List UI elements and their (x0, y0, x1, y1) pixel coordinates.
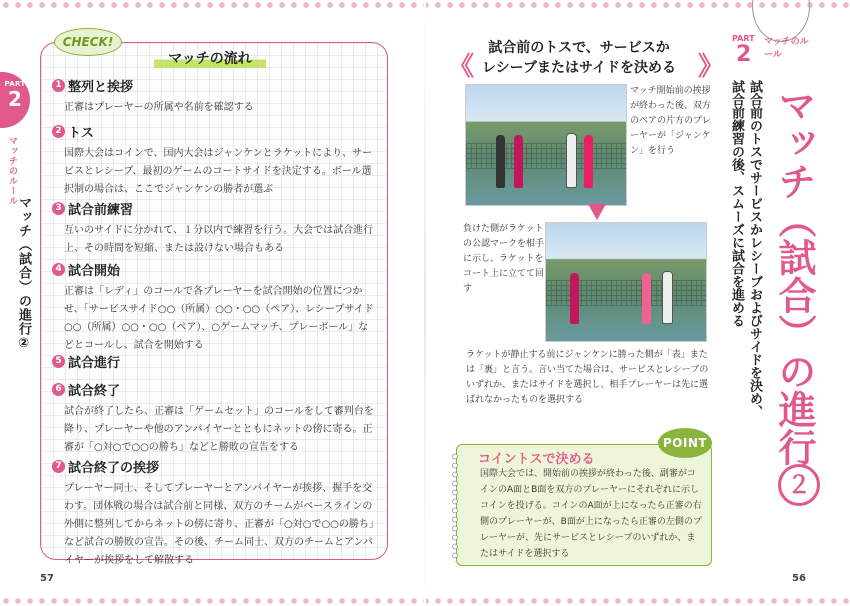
player-figure (566, 133, 577, 188)
part-word: PART (4, 80, 26, 88)
side-label: マッチのルール (7, 136, 17, 206)
photo-racket-spin (545, 222, 707, 342)
point-title: コイントスで決める (478, 452, 595, 467)
part-tab-left (0, 72, 30, 128)
part-word: PART (732, 34, 755, 43)
step-text: 正審は「レディ」のコールで各プレーヤーを試合開始の位置につかせ、「サービスサイド○○（所属）○○・○○（ペア）、レシーブサイド○○（所属）○○・○○（ペア）、○ゲームマッチ、プレーボール」などとコールし、試合を開始する (64, 286, 374, 351)
player-figure (642, 273, 651, 325)
step-text: プレーヤー同士、そしてプレーヤーとアンパイヤーが挨拶、握手を交わす。団体戦の場合は試合前と同様、双方のチームがベースラインの外側に整列してからネットの傍に寄り、正審が「○対○で○○の勝ち」など試合の勝敗の宣告。その後、チーム同士、双方のチームとアンパイヤーが挨拶をして解散する (64, 483, 374, 566)
step-6 (52, 380, 378, 457)
step-text: 正審はプレーヤーの所属や名前を確認する (64, 102, 254, 113)
player-figure (662, 271, 673, 325)
step-text: 互いのサイドに分かれて、１分以内で練習を行う。大会では試合進行上、その時間を短縮、または設けない場合もある (64, 225, 374, 254)
arrow-down-icon (588, 204, 606, 220)
point-badge: POINT (658, 428, 712, 458)
player-figure (570, 273, 579, 325)
point-text: 国際大会では、開始前の挨拶が終わった後、副審がコインのA面とB面を双方のプレーヤーにそれぞれに示しコインを投げる。コインのA面が上になったら正審の右側のプレーヤーが、B面が上になったら正審の左側のプレーヤーが、先にサービスとレシーブのいずれか、またはサイドを選択する (480, 469, 702, 559)
step-5 (52, 352, 378, 371)
step-number: 3 (52, 202, 65, 215)
part-number: 2 (736, 42, 752, 67)
step-text: 試合が終了したら、正審は「ゲームセット」のコールをして審判台を降り、プレーヤーや他のアンパイヤーとともにネットの傍に寄る。正審が「○対○で○○の勝ち」などと勝敗の宣告をする (64, 406, 374, 453)
step-number: 4 (52, 263, 65, 276)
step-title: 試合終了の挨拶 (68, 461, 160, 476)
section-heading-line1: 試合前のトスで、サービスか (488, 40, 670, 56)
step-title: トス (68, 126, 94, 141)
subtitle-line2: 試合前練習の後、スムーズに試合を進める (729, 80, 744, 327)
caption-racket: 負けた側がラケットの公認マークを相手に示し、ラケットをコート上に立てて回す (463, 224, 545, 294)
check-badge: CHECK! (54, 28, 122, 56)
part-number: 2 (8, 87, 22, 111)
player-figure (514, 135, 523, 188)
step-title: 試合進行 (68, 356, 121, 371)
side-title: マッチ（試合）の進行② (16, 196, 31, 352)
box-title: マッチの流れ (154, 48, 266, 68)
page-number-right: 56 (792, 573, 806, 584)
step-title: 試合開始 (68, 264, 121, 279)
step-number: 6 (52, 383, 65, 396)
page-title: マッチ（試合）の進行 (772, 86, 816, 466)
step-4 (52, 260, 378, 355)
part-label: マッチのルール (764, 37, 809, 60)
step-text: 国際大会はコインで、国内大会はジャンケンとラケットにより、サービスとレシーブ、最初のゲームのコートサイドを決定する。ボール選択制の場合は、ここでジャンケンの勝者が選ぶ (64, 148, 373, 195)
tennis-net (466, 143, 626, 169)
section-heading-line2: レシーブまたはサイドを決める (482, 60, 676, 76)
step-7 (52, 457, 378, 570)
caption-janken: マッチ開始前の挨拶が終わった後、双方のペアの片方のプレーヤーが「ジャンケン」を行う (630, 86, 711, 156)
photo-janken (465, 84, 627, 206)
player-figure (496, 135, 505, 188)
notebook-spiral (450, 452, 460, 562)
step-title: 試合前練習 (68, 203, 134, 218)
step-3 (52, 199, 378, 258)
chevron-left-icon: 《 (448, 52, 475, 82)
chevron-right-icon: 》 (698, 52, 725, 82)
page-number-left: 57 (40, 573, 54, 584)
step-1 (52, 76, 378, 117)
section-heading (448, 38, 710, 78)
step-2 (52, 122, 378, 199)
step-title: 試合終了 (68, 384, 121, 399)
caption-call: ラケットが静止する前にジャンケンに勝った側が「表」または「裏」と言う。言い当てた場合は、サービスとレシーブのいずれか、またはサイドを選択し、相手プレーヤーは先に選ばれなかったものを選択する (466, 350, 709, 405)
player-figure (584, 135, 593, 188)
page-title-number: ２ (778, 464, 820, 506)
step-number: 1 (52, 79, 65, 92)
step-title: 整列と挨拶 (68, 80, 134, 95)
subtitle-line1: 試合前のトスでサービスかレシーブおよびサイドを決め、 (747, 80, 762, 418)
page-gutter (424, 0, 426, 606)
step-number: 7 (52, 460, 65, 473)
step-number: 2 (52, 125, 65, 138)
step-number: 5 (52, 355, 65, 368)
